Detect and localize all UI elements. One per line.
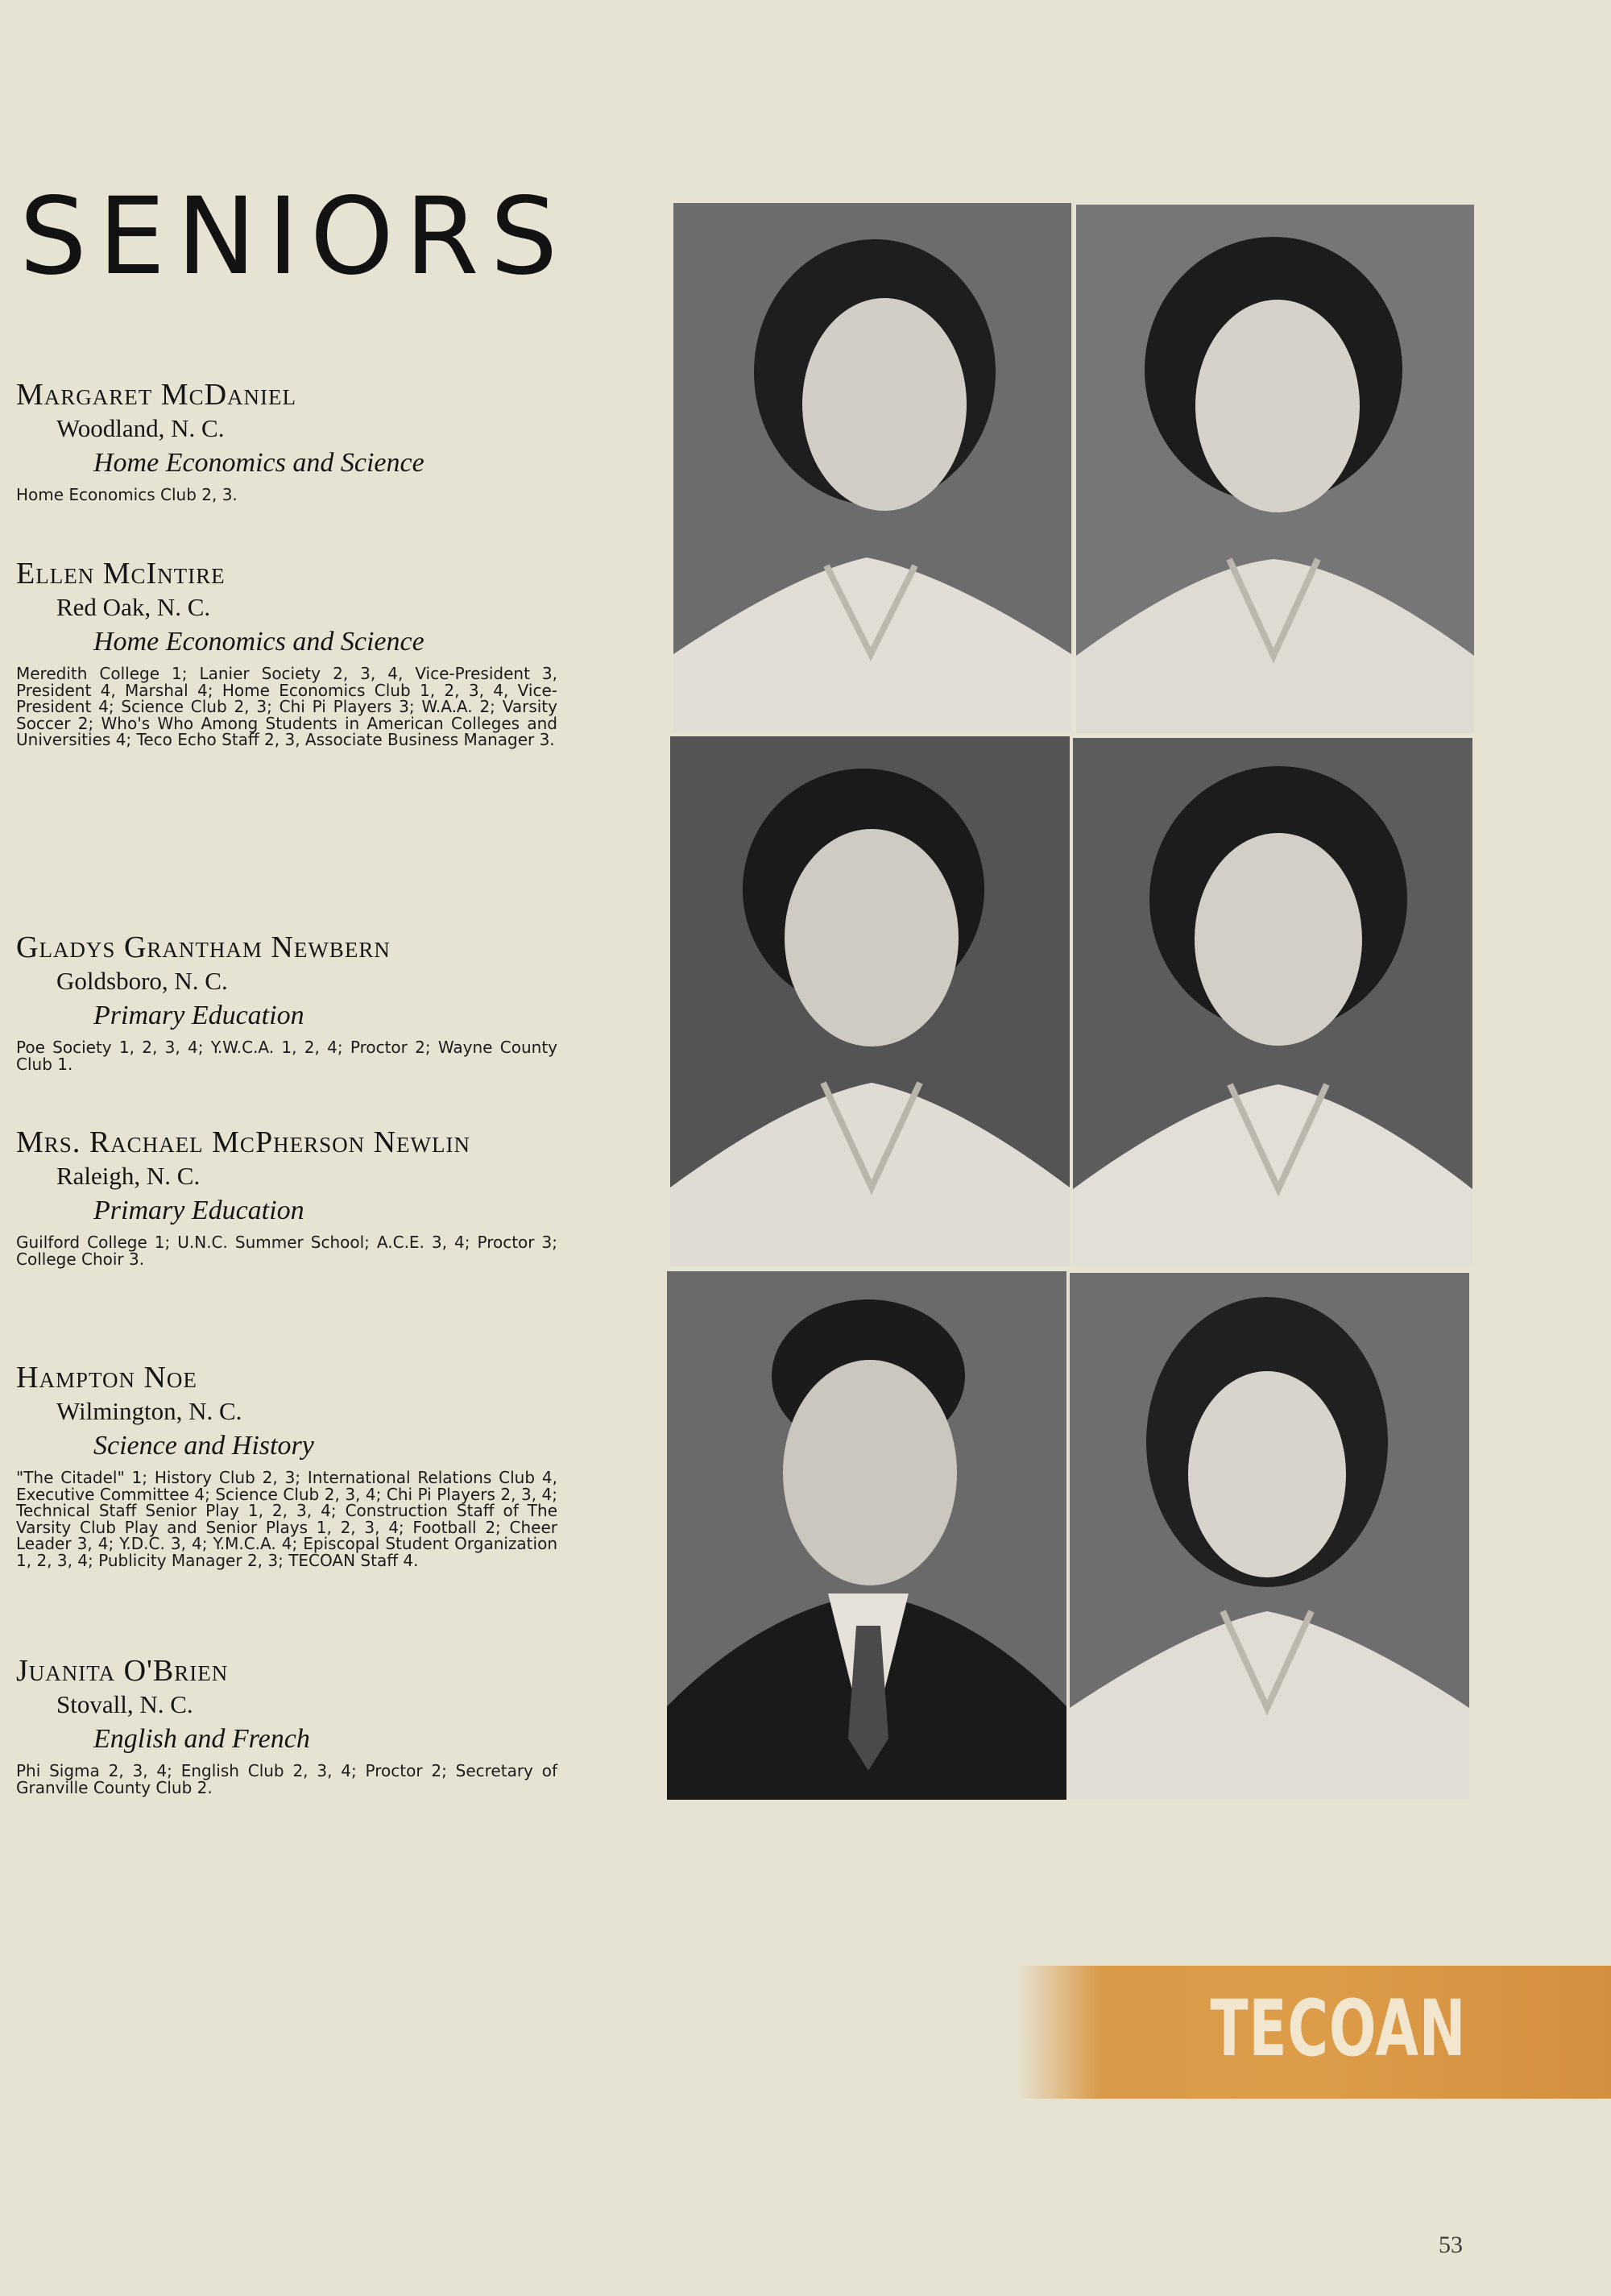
senior-entry	[16, 377, 557, 504]
senior-name: Mrs. Rachael McPherson Newlin	[16, 1125, 470, 1159]
senior-major: English and French	[93, 1724, 310, 1754]
senior-name: Hampton Noe	[16, 1361, 197, 1395]
page-number: 53	[1439, 2232, 1463, 2258]
senior-hometown: Wilmington, N. C.	[56, 1397, 242, 1425]
senior-major: Primary Education	[93, 1196, 304, 1225]
senior-hometown: Goldsboro, N. C.	[56, 967, 228, 995]
banner-title: TECOAN	[1210, 1983, 1466, 2074]
portrait-photo	[1076, 205, 1474, 733]
senior-entry	[16, 556, 557, 748]
senior-activities: "The Citadel" 1; History Club 2, 3; International Relations Club 4, Executive Committee 4; Science Club 2, 3, 4; Chi Pi Players 2, 3, 4; Technical Staff Senior Play 1, 2, 3, 4; Construction Staff of The Varsity Club Play and Senior Plays 1, 2, 3, 4; Football 2; Cheer Leader 3, 4; Y.D.C. 3, 4; Y.M.C.A. 4; Episcopal Student Organization 1, 2, 3, 4; Publicity Manager 2, 3; TECOAN Staff 4.	[16, 1468, 557, 1570]
senior-hometown: Woodland, N. C.	[56, 414, 225, 442]
senior-entry	[16, 1653, 557, 1796]
senior-entry	[16, 930, 557, 1072]
senior-major: Home Economics and Science	[93, 448, 424, 478]
senior-hometown: Red Oak, N. C.	[56, 593, 211, 621]
senior-major: Home Economics and Science	[93, 627, 424, 657]
senior-hometown: Raleigh, N. C.	[56, 1162, 201, 1190]
senior-major: Primary Education	[93, 1001, 304, 1030]
portrait-photo	[1073, 738, 1472, 1266]
senior-activities: Meredith College 1; Lanier Society 2, 3, 4, Vice-President 3, President 4, Marshal 4; Home Economics Club 1, 2, 3, 4, Vice-President 4; Science Club 2, 3; Chi Pi Players 3; W.A.A. 2; Varsity Soccer 2; Who's Who Among Students in American Colleges and Universities 4; Teco Echo Staff 2, 3, Associate Business Manager 3.	[16, 664, 557, 749]
senior-activities: Home Economics Club 2, 3.	[16, 485, 238, 504]
senior-activities: Guilford College 1; U.N.C. Summer School; A.C.E. 3, 4; Proctor 3; College Choir 3.	[16, 1233, 557, 1269]
senior-name: Ellen McIntire	[16, 557, 226, 591]
portrait-photo	[667, 1271, 1066, 1800]
senior-entry	[16, 1360, 557, 1569]
senior-entry	[16, 1125, 557, 1267]
senior-name: Juanita O'Brien	[16, 1654, 229, 1688]
senior-hometown: Stovall, N. C.	[56, 1690, 193, 1718]
tecoan-banner	[1017, 1966, 1611, 2099]
portrait-photo	[673, 203, 1071, 733]
portrait-photo	[670, 736, 1070, 1266]
page-title: SENIORS	[19, 175, 569, 299]
senior-name: Gladys Grantham Newbern	[16, 930, 391, 964]
senior-major: Science and History	[93, 1431, 314, 1461]
senior-activities: Phi Sigma 2, 3, 4; English Club 2, 3, 4; Proctor 2; Secretary of Granville County Club 2.	[16, 1761, 557, 1797]
senior-name: Margaret McDaniel	[16, 378, 296, 412]
portrait-photo	[1070, 1273, 1469, 1800]
senior-activities: Poe Society 1, 2, 3, 4; Y.W.C.A. 1, 2, 4; Proctor 2; Wayne County Club 1.	[16, 1038, 557, 1074]
